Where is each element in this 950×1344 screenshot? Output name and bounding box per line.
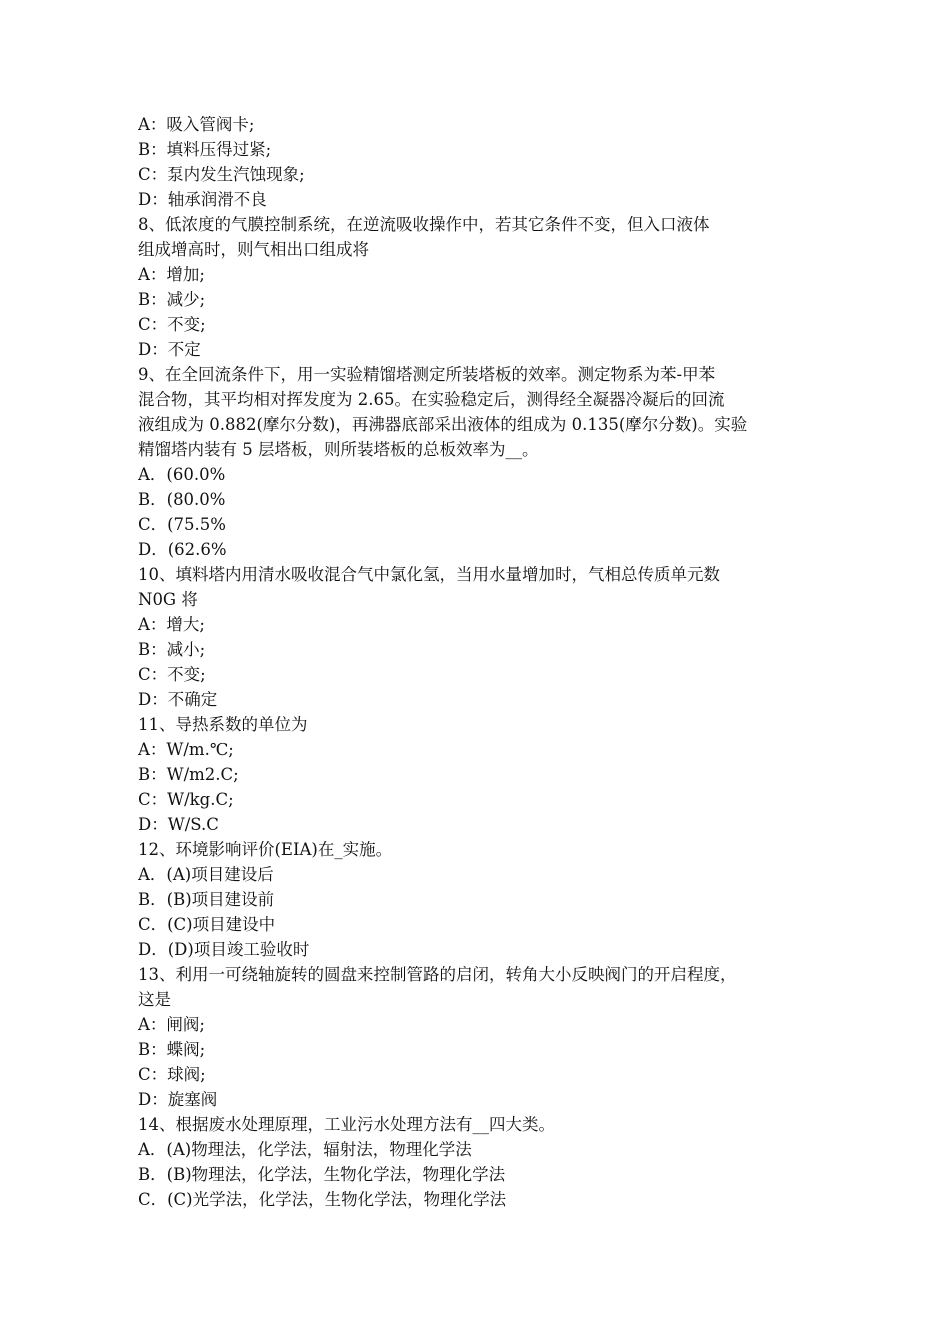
option-line: A：闸阀; (138, 1015, 205, 1034)
option-line: B：填料压得过紧; (138, 140, 272, 159)
option-line: A：W/m.℃; (138, 740, 234, 759)
option-line: B：W/m2.C; (138, 765, 239, 784)
option-line: B：蝶阀; (138, 1040, 206, 1059)
option-line: C．(75.5% (138, 515, 226, 534)
option-line: C：不变; (138, 665, 206, 684)
option-line: C：泵内发生汽蚀现象; (138, 165, 305, 184)
question-10-line-2: N0G 将 (138, 590, 198, 609)
option-line: B．(B)项目建设前 (138, 890, 275, 909)
option-line: B．(80.0% (138, 490, 226, 509)
question-9-line-4: 精馏塔内装有 5 层塔板，则所装塔板的总板效率为__。 (138, 440, 539, 459)
option-line: D．(D)项目竣工验收时 (138, 940, 310, 959)
option-line: C：球阀; (138, 1065, 206, 1084)
option-line: A．(60.0% (138, 465, 226, 484)
question-9-line-3: 液组成为 0.882(摩尔分数)，再沸器底部采出液体的组成为 0.135(摩尔分数)。实验 (138, 415, 748, 434)
question-13-line-1: 13、利用一可绕轴旋转的圆盘来控制管路的启闭，转角大小反映阀门的开启程度， (138, 965, 737, 984)
question-9-line-1: 9、在全回流条件下，用一实验精馏塔测定所装塔板的效率。测定物系为苯-甲苯 (138, 365, 716, 384)
option-line: D：不确定 (138, 690, 218, 709)
question-10-line-1: 10、填料塔内用清水吸收混合气中氯化氢，当用水量增加时，气相总传质单元数 (138, 565, 720, 584)
option-line: D：W/S.C (138, 815, 219, 834)
option-line: D．(62.6% (138, 540, 227, 559)
question-13-line-2: 这是 (138, 990, 171, 1009)
option-line: C：不变; (138, 315, 206, 334)
question-8-line-1: 8、低浓度的气膜控制系统，在逆流吸收操作中，若其它条件不变，但入口液体 (138, 215, 710, 234)
option-line: C：W/kg.C; (138, 790, 234, 809)
option-line: B：减小; (138, 640, 206, 659)
option-line: A．(A)项目建设后 (138, 865, 274, 884)
option-line: C．(C)项目建设中 (138, 915, 276, 934)
option-line: A：增加; (138, 265, 205, 284)
question-12-line: 12、环境影响评价(EIA)在_实施。 (138, 840, 393, 859)
document-body (138, 112, 828, 1212)
question-9-line-2: 混合物，其平均相对挥发度为 2.65。在实验稳定后，测得经全凝器冷凝后的回流 (138, 390, 725, 409)
option-line: D：轴承润滑不良 (138, 190, 267, 209)
question-8-line-2: 组成增高时，则气相出口组成将 (138, 240, 369, 259)
option-line: A：增大; (138, 615, 205, 634)
question-11-line: 11、导热系数的单位为 (138, 715, 308, 734)
option-line: B．(B)物理法，化学法，生物化学法，物理化学法 (138, 1165, 506, 1184)
option-line: D：不定 (138, 340, 201, 359)
option-line: D：旋塞阀 (138, 1090, 218, 1109)
option-line: A：吸入管阀卡; (138, 115, 255, 134)
question-14-line: 14、根据废水处理原理，工业污水处理方法有__四大类。 (138, 1115, 555, 1134)
option-line: C．(C)光学法，化学法，生物化学法，物理化学法 (138, 1190, 507, 1209)
option-line: B：减少; (138, 290, 206, 309)
option-line: A．(A)物理法，化学法，辐射法，物理化学法 (138, 1140, 472, 1159)
